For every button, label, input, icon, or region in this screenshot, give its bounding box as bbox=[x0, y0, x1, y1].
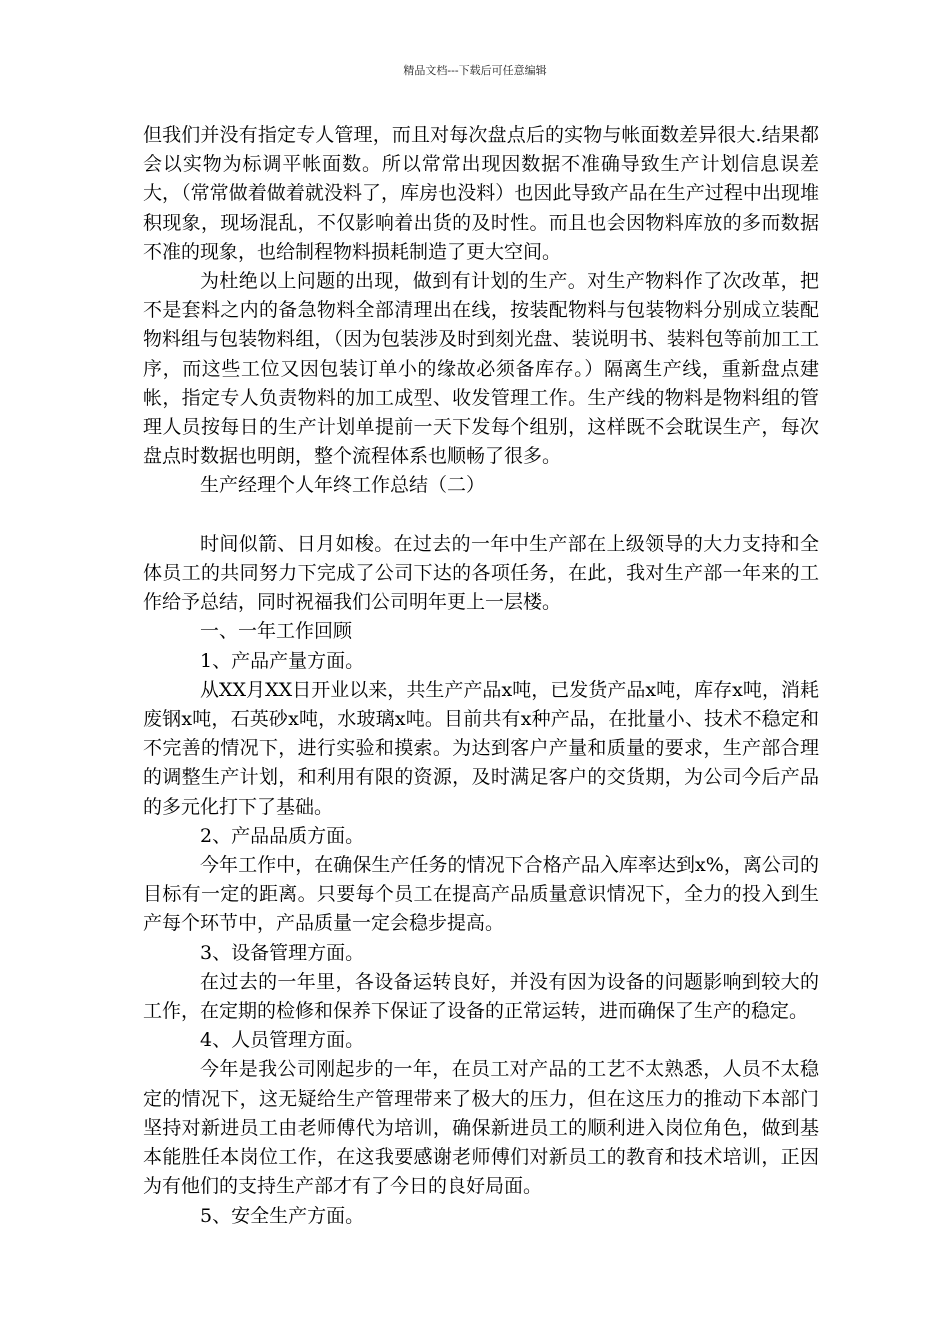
page-header: 精品文档---下载后可任意编辑 bbox=[403, 64, 547, 77]
heading-equipment: 3、设备管理方面。 bbox=[200, 941, 365, 964]
paragraph-material-reform: 为杜绝以上问题的出现，做到有计划的生产。对生产物料作了次改革，把不是套料之内的备急物料全部清理出在线，按装配物料与包装物料分别成立装配物料组与包装物料组，（因为包装涉及时到刻光盘、装说明书、装料包等前加工工序，而这些工位又因包装订单小的缘故必须备库存。）隔离生产线，重新盘点建帐，指定专人负责物料的加工成型、收发管理工作。生产线的物料是物料组的管理人员按每日的生产计划单提前一天下发每个组别，这样既不会耽误生产，每次盘点时数据也明朗，整个流程体系也顺畅了很多。 bbox=[143, 270, 819, 468]
heading-safety: 5、安全生产方面。 bbox=[200, 1204, 365, 1227]
paragraph-quality: 今年工作中，在确保生产任务的情况下合格产品入库率达到x%，离公司的目标有一定的距离。只要每个员工在提高产品质量意识情况下，全力的投入到生产每个环节中，产品质量一定会稳步提高。 bbox=[143, 854, 819, 935]
document-body bbox=[143, 121, 819, 1231]
paragraph-material-inventory-issue: 但我们并没有指定专人管理，而且对每次盘点后的实物与帐面数差异很大.结果都会以实物为标调平帐面数。所以常常出现因数据不准确导致生产计划信息误差大，（常常做着做着就没料了，库房也没料）也因此导致产品在生产过程中出现堆积现象，现场混乱，不仅影响着出货的及时性。而且也会因物料库放的多而数据不准的现象，也给制程物料损耗制造了更大空间。 bbox=[143, 124, 819, 263]
blank-line bbox=[143, 501, 819, 530]
heading-personnel: 4、人员管理方面。 bbox=[200, 1029, 365, 1052]
paragraph-intro: 时间似箭、日月如梭。在过去的一年中生产部在上级领导的大力支持和全体员工的共同努力下完成了公司下达的各项任务，在此，我对生产部一年来的工作给予总结，同时祝福我们公司明年更上一层楼。 bbox=[143, 532, 819, 614]
paragraph-personnel: 今年是我公司刚起步的一年，在员工对产品的工艺不太熟悉，人员不太稳定的情况下，这无疑给生产管理带来了极大的压力，但在这压力的推动下本部门坚持对新进员工由老师傅代为培训，确保新进员工的顺利进入岗位角色，做到基本能胜任本岗位工作，在这我要感谢老师傅们对新员工的教育和技术培训，正因为有他们的支持生产部才有了今日的良好局面。 bbox=[143, 1058, 819, 1198]
section-title: 生产经理个人年终工作总结（二） bbox=[200, 474, 486, 497]
paragraph-equipment: 在过去的一年里，各设备运转良好，并没有因为设备的问题影响到较大的工作，在定期的检修和保养下保证了设备的正常运转，进而确保了生产的稳定。 bbox=[143, 970, 819, 1023]
heading-year-review: 一、一年工作回顾 bbox=[200, 620, 353, 643]
heading-output: 1、产品产量方面。 bbox=[200, 649, 365, 672]
paragraph-output: 从XX月XX日开业以来，共生产产品x吨，已发货产品x吨，库存x吨，消耗废钢x吨，石英砂x吨，水玻璃x吨。目前共有x种产品，在批量小、技术不稳定和不完善的情况下，进行实验和摸索。为达到客户产量和质量的要求，生产部合理的调整生产计划，和利用有限的资源，及时满足客户的交货期，为公司今后产品的多元化打下了基础。 bbox=[143, 678, 819, 818]
heading-quality: 2、产品品质方面。 bbox=[200, 824, 365, 847]
